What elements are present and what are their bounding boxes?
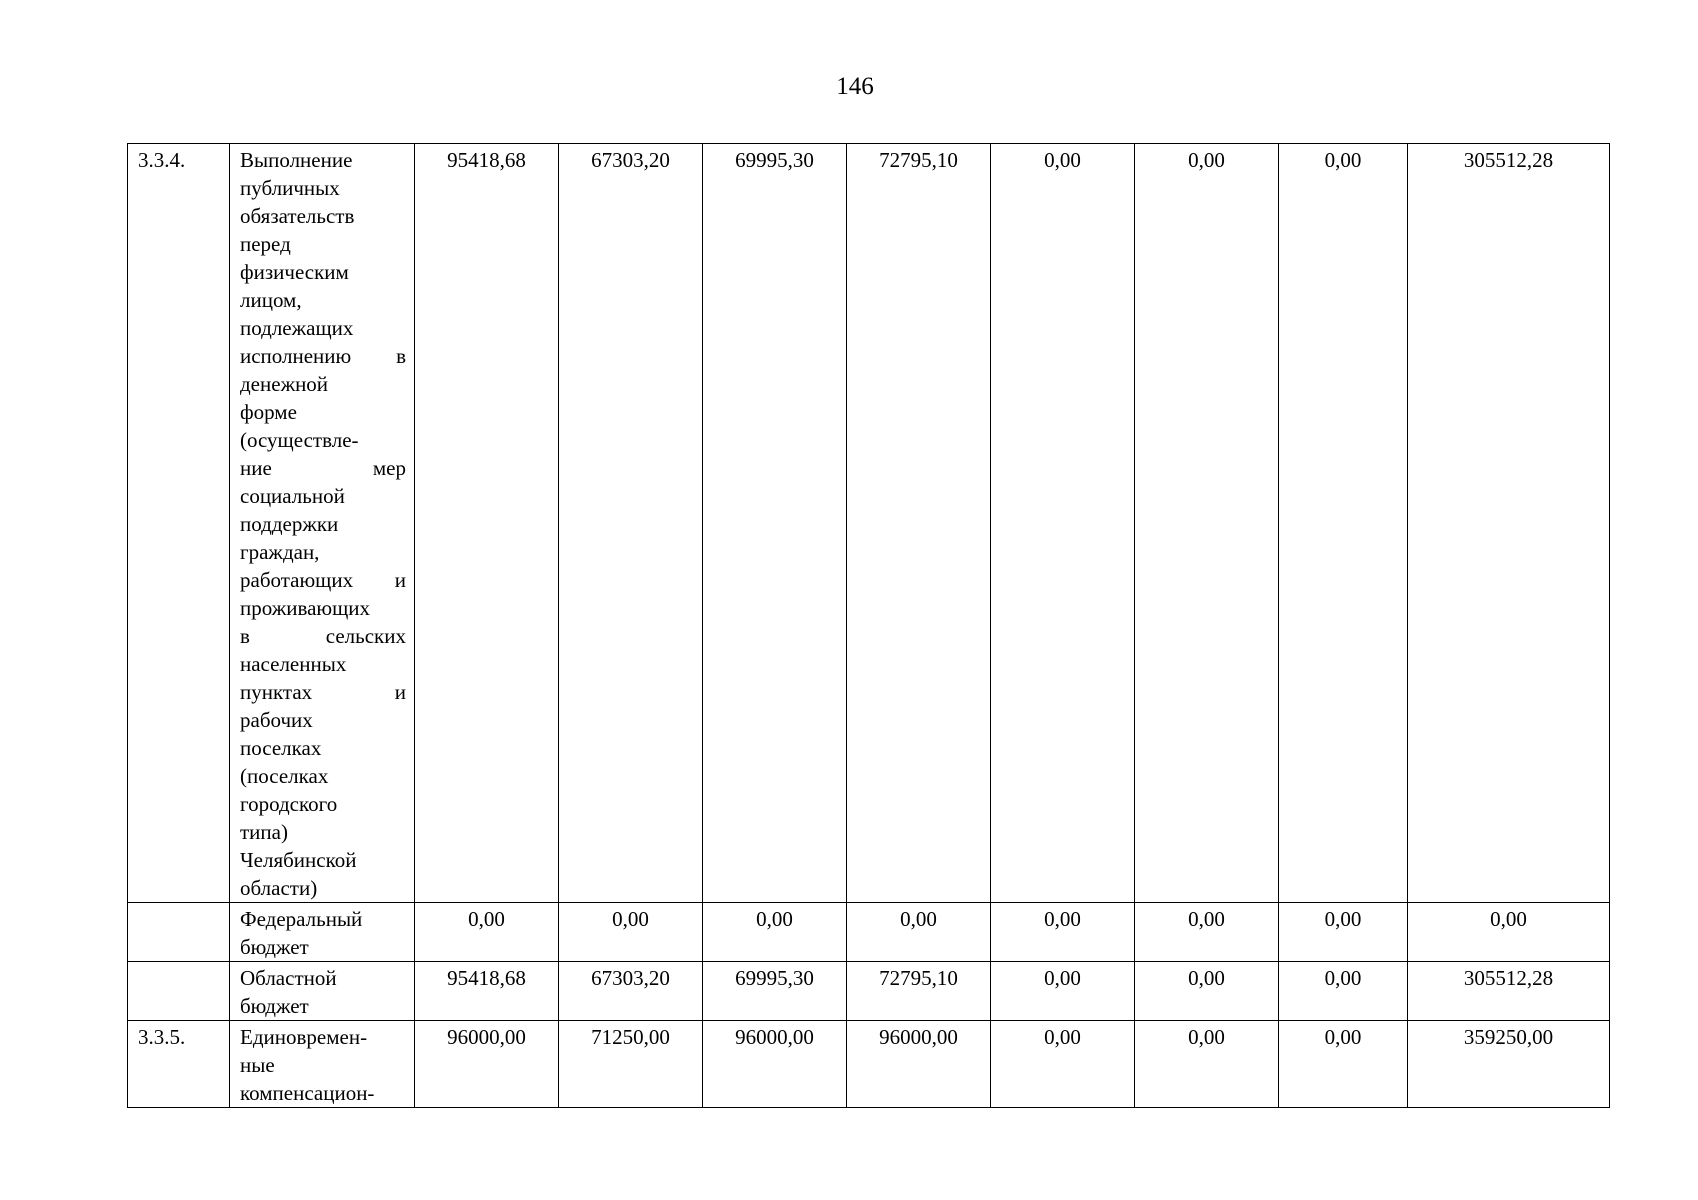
row-value-cell: 67303,20 [559,962,703,1021]
row-name-line: физическим [240,260,349,284]
row-name-line: граждан, [240,540,320,564]
row-name-line: подлежащих [240,316,354,340]
row-name-line: поселках [240,736,322,760]
row-name-line: бюджет [240,994,309,1018]
row-value-cell: 69995,30 [703,962,847,1021]
row-value-cell: 0,00 [559,903,703,962]
row-name-line: бюджет [240,935,309,959]
row-value-cell: 0,00 [1135,962,1279,1021]
row-value-cell: 95418,68 [415,962,559,1021]
row-name-line: области) [240,876,318,900]
row-value-cell: 71250,00 [559,1021,703,1108]
row-name-line: обязательств [240,204,355,228]
row-name-line: поддержки [240,512,339,536]
row-code-cell [128,962,230,1021]
table-row [128,1021,1610,1108]
row-total-cell: 305512,28 [1408,144,1610,903]
row-total-cell: 359250,00 [1408,1021,1610,1108]
table-row [128,962,1610,1021]
row-name-line: исполнению в [240,344,406,368]
table-body [128,144,1610,1108]
row-value-cell: 95418,68 [415,144,559,903]
table-row [128,903,1610,962]
row-name-line: (осуществле- [240,428,359,452]
row-name-line: социальной [240,484,345,508]
row-value-cell: 0,00 [847,903,991,962]
row-name-line: ние мер [240,456,406,480]
row-value-cell: 0,00 [1135,1021,1279,1108]
row-value-cell: 0,00 [991,1021,1135,1108]
row-value-cell: 0,00 [991,903,1135,962]
row-name-cell [230,962,415,1021]
row-value-cell: 69995,30 [703,144,847,903]
row-value-cell: 0,00 [1135,144,1279,903]
row-name-line: форме [240,400,297,424]
row-name-line: работающих и [240,568,406,592]
row-name-line: рабочих [240,708,313,732]
row-total-cell: 0,00 [1408,903,1610,962]
row-value-cell: 96000,00 [847,1021,991,1108]
row-value-cell: 0,00 [1279,903,1408,962]
row-name-line: Единовремен- [240,1025,368,1049]
row-name-line: денежной [240,372,329,396]
row-name-cell [230,1021,415,1108]
row-value-cell: 96000,00 [703,1021,847,1108]
row-name-line: населенных [240,652,347,676]
row-value-cell: 0,00 [991,144,1135,903]
row-value-cell: 0,00 [991,962,1135,1021]
row-value-cell: 0,00 [415,903,559,962]
row-name-line: городского [240,792,338,816]
row-value-cell: 96000,00 [415,1021,559,1108]
row-name-line: (поселках [240,764,329,788]
row-name-cell [230,903,415,962]
row-name-cell [230,144,415,903]
row-name-line: типа) [240,820,288,844]
row-code-cell [128,903,230,962]
row-value-cell: 0,00 [1279,1021,1408,1108]
row-name-line: компенсацион- [240,1081,375,1105]
row-code-cell: 3.3.5. [128,1021,230,1108]
row-name-line: лицом, [240,288,302,312]
row-name-line: в сельских [240,624,406,648]
row-name-line: Выполнение [240,148,353,172]
row-value-cell: 0,00 [703,903,847,962]
row-name-line: Челябинской [240,848,357,872]
budget-table [127,143,1610,1108]
row-code-cell: 3.3.4. [128,144,230,903]
row-value-cell: 67303,20 [559,144,703,903]
row-value-cell: 72795,10 [847,144,991,903]
row-value-cell: 0,00 [1135,903,1279,962]
row-total-cell: 305512,28 [1408,962,1610,1021]
row-value-cell: 0,00 [1279,144,1408,903]
row-name-line: публичных [240,176,340,200]
row-value-cell: 72795,10 [847,962,991,1021]
row-name-line: перед [240,232,291,256]
row-name-line: пунктах и [240,680,406,704]
table-row [128,144,1610,903]
row-name-line: проживающих [240,596,371,620]
row-name-line: Федеральный [240,907,363,931]
page-number: 146 [836,73,874,100]
row-name-line: Областной [240,966,337,990]
row-value-cell: 0,00 [1279,962,1408,1021]
row-name-line: ные [240,1053,275,1077]
